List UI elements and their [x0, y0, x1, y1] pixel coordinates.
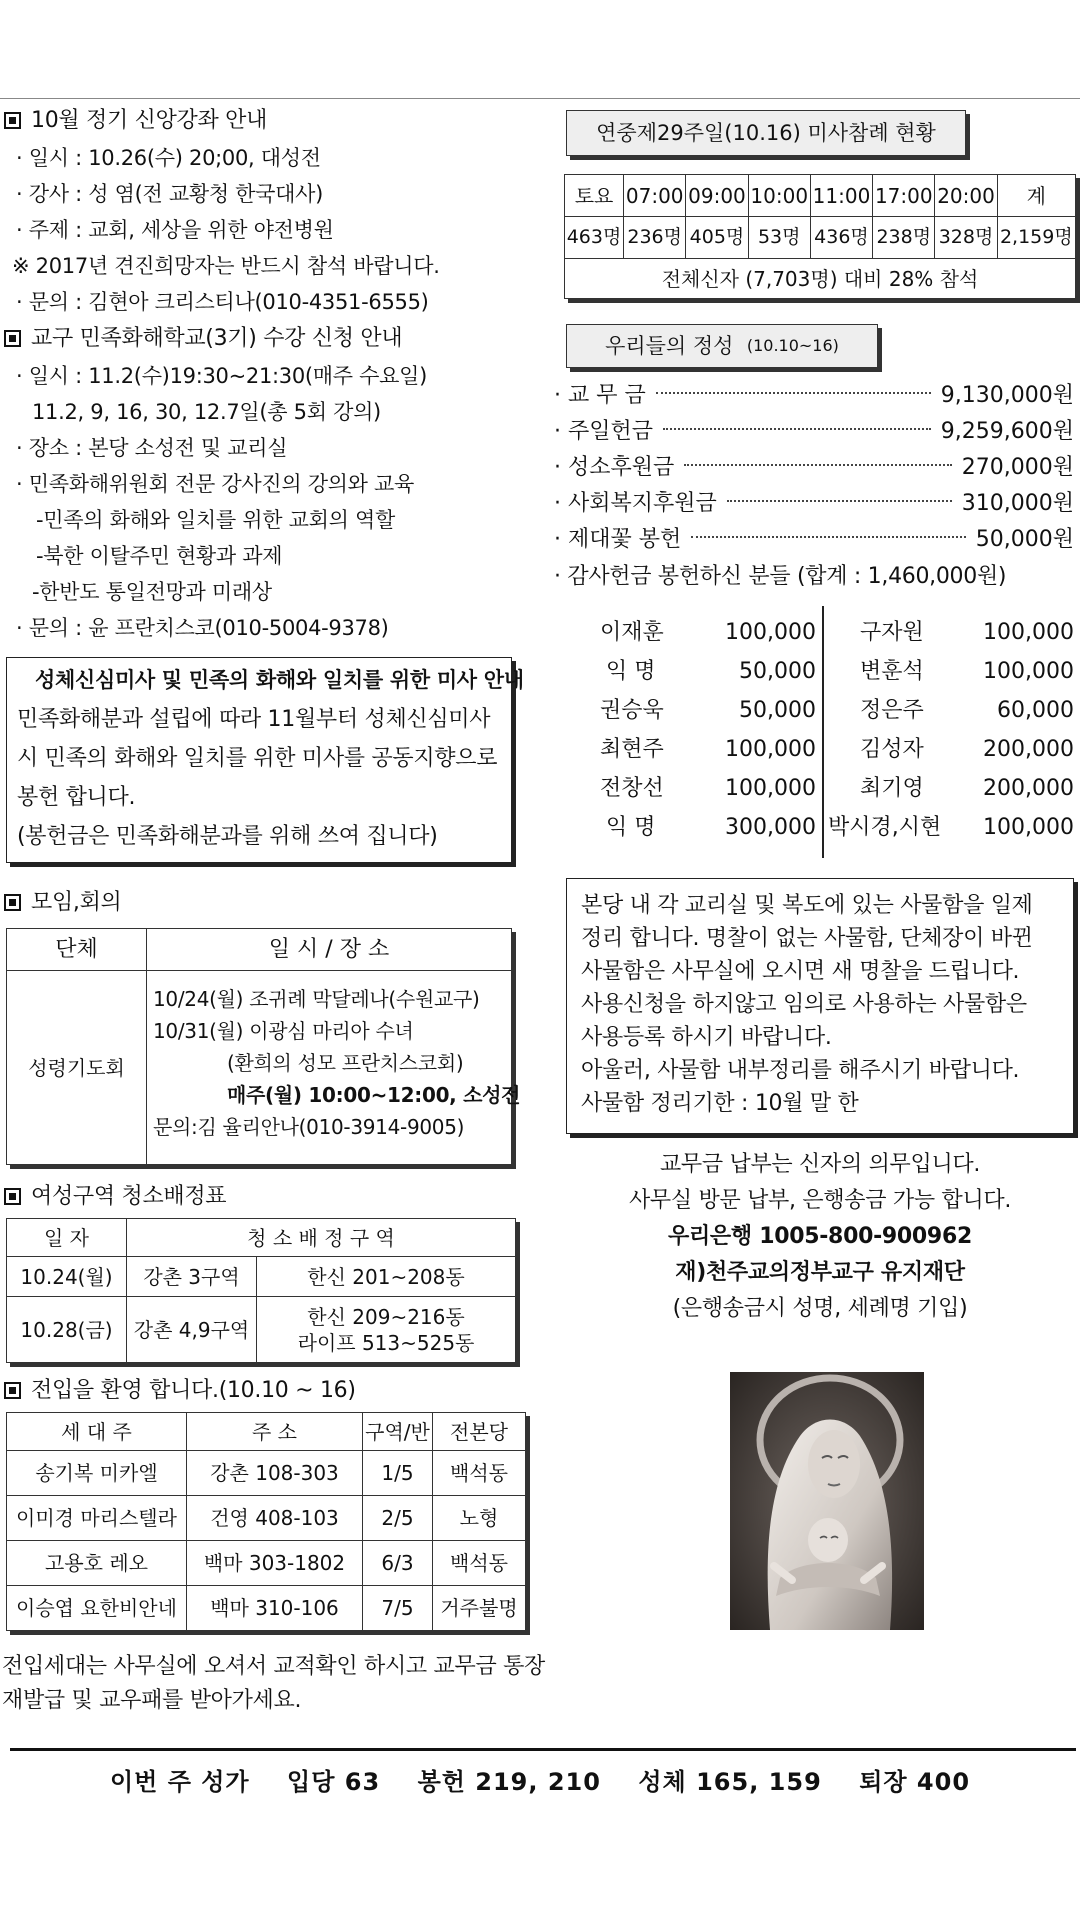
square-bullet-icon [4, 1188, 21, 1205]
attendance-header: 10:00 [748, 175, 810, 217]
cleaning-date: 10.24(월) [7, 1257, 127, 1297]
table-row: 송기복 미카엘 강촌 108-303 1/5 백석동 [7, 1451, 526, 1496]
school-line: 11.2, 9, 16, 30, 12.7일(총 5회 강의) [32, 400, 381, 424]
bank-owner: 재)천주교의정부교구 유지재단 [675, 1260, 965, 1285]
cleaning-detail: 한신 209~216동 라이프 513~525동 [257, 1297, 516, 1363]
mass-notice-title: 성체신심미사 및 민족의 화해와 일치를 위한 미사 안내 [35, 668, 524, 692]
donor-divider [822, 606, 824, 858]
meetings-header: 단체 [7, 929, 147, 971]
donor-amount: 100,000 [725, 620, 816, 645]
cleaning-date: 10.28(금) [7, 1297, 127, 1363]
newcomers-note: 전입세대는 사무실에 오셔서 교적확인 하시고 교무금 통장 [2, 1654, 546, 1679]
lecture-line: · 주제 : 교회, 세상을 위한 야전병원 [16, 218, 334, 242]
donor-name: 구자원 [860, 620, 924, 645]
donor-name: 익 명 [606, 659, 656, 684]
table-row [7, 1297, 516, 1363]
cleaning-header: 일 자 [7, 1219, 127, 1257]
attendance-value: 236명 [624, 217, 686, 259]
meeting-line: 문의:김 율리안나(010-3914-9005) [153, 1115, 465, 1139]
locker-line: 사물함 정리기한 : 10월 말 한 [581, 1091, 859, 1116]
meeting-line: (환희의 성모 프란치스코회) [227, 1051, 464, 1075]
attendance-value: 405명 [686, 217, 748, 259]
offering-row: · 성소후원금 270,000원 [554, 455, 1074, 480]
donor-name: 정은주 [860, 698, 924, 723]
mass-notice-line: 봉헌 합니다. [17, 785, 136, 810]
cleaning-area: 강촌 3구역 [127, 1257, 257, 1297]
donor-amount: 100,000 [983, 659, 1074, 684]
table-row [7, 1257, 516, 1297]
bottom-rule [10, 1748, 1076, 1751]
locker-line: 본당 내 각 교리실 및 복도에 있는 사물함을 일제 [581, 893, 1033, 918]
thanks-heading: · 감사헌금 봉헌하신 분들 (합계 : 1,460,000원) [554, 564, 1007, 589]
lecture-line: ※ 2017년 견진희망자는 반드시 참석 바랍니다. [12, 254, 440, 278]
attendance-value: 463명 [565, 217, 624, 259]
meeting-line: 10/24(월) 조귀례 막달레나(수원교구) [153, 987, 480, 1011]
mass-notice-line: 시 민족의 화해와 일치를 위한 미사를 공동지향으로 [17, 746, 498, 771]
donor-amount: 50,000 [739, 698, 816, 723]
donor-amount: 100,000 [983, 815, 1074, 840]
square-bullet-icon [4, 112, 21, 129]
attendance-header: 11:00 [810, 175, 872, 217]
school-line: -한반도 통일전망과 미래상 [32, 580, 272, 604]
attendance-summary: 전체신자 (7,703명) 대비 28% 참석 [565, 259, 1076, 299]
donor-name: 박시경,시현 [828, 815, 942, 840]
dues-line: 교무금 납부는 신자의 의무입니다. [659, 1152, 981, 1177]
cleaning-heading: 여성구역 청소배정표 [4, 1186, 226, 1208]
mass-notice-box [6, 657, 524, 863]
locker-line: 사용신청을 하지않고 임의로 사용하는 사물함은 [581, 992, 1027, 1017]
offerings-title: 우리들의 정성 (10.10~16) [566, 324, 878, 368]
attendance-header: 17:00 [873, 175, 935, 217]
lecture-line: · 문의 : 김현아 크리스티나(010-4351-6555) [16, 290, 429, 314]
mass-notice-line: 민족화해분과 설립에 따라 11월부터 성체신심미사 [17, 707, 491, 732]
meeting-line: 매주(월) 10:00~12:00, 소성전 [227, 1083, 521, 1107]
attendance-value: 238명 [873, 217, 935, 259]
donor-amount: 200,000 [983, 776, 1074, 801]
top-rule [0, 98, 1080, 99]
square-bullet-icon [4, 1382, 21, 1399]
meetings-group: 성령기도회 [7, 971, 147, 1165]
donor-name: 김성자 [860, 737, 924, 762]
hymn-numbers: 이번 주 성가 입당 63 봉헌 219, 210 성체 165, 159 퇴장 400 [109, 1768, 971, 1796]
offering-row: · 주일헌금 9,259,600원 [554, 419, 1074, 444]
offering-row: · 제대꽃 봉헌 50,000원 [554, 527, 1074, 552]
attendance-header: 20:00 [935, 175, 997, 217]
meeting-line: 10/31(월) 이광심 마리아 수녀 [153, 1019, 414, 1043]
donor-name: 전창선 [600, 776, 664, 801]
school-line: · 장소 : 본당 소성전 및 교리실 [16, 436, 288, 460]
square-bullet-icon [4, 330, 21, 347]
bank-account: 우리은행 1005-800-900962 [668, 1224, 972, 1249]
offering-row: · 사회복지후원금 310,000원 [554, 491, 1074, 516]
donor-amount: 60,000 [997, 698, 1074, 723]
donor-name: 최현주 [600, 737, 664, 762]
meetings-header: 일 시 / 장 소 [147, 929, 512, 971]
newcomers-header: 주 소 [187, 1413, 363, 1451]
bank-note: (은행송금시 성명, 세례명 기입) [672, 1296, 968, 1321]
school-line: · 문의 : 윤 프란치스코(010-5004-9378) [16, 616, 389, 640]
donor-amount: 50,000 [739, 659, 816, 684]
newcomers-table [6, 1412, 526, 1631]
table-row: 이승엽 요한비안네 백마 310-106 7/5 거주불명 [7, 1586, 526, 1631]
meetings-table [6, 928, 521, 1165]
school-line: -민족의 화해와 일치를 위한 교회의 역할 [36, 508, 395, 532]
table-row: 이미경 마리스텔라 건영 408-103 2/5 노형 [7, 1496, 526, 1541]
attendance-value: 53명 [748, 217, 810, 259]
square-bullet-icon [4, 894, 21, 911]
donor-name: 권승욱 [600, 698, 664, 723]
lecture-line: · 강사 : 성 염(전 교황청 한국대사) [16, 182, 324, 206]
dues-line: 사무실 방문 납부, 은행송금 가능 합니다. [628, 1188, 1012, 1213]
locker-line: 아울러, 사물함 내부정리를 해주시기 바랍니다. [581, 1058, 1020, 1083]
attendance-header: 계 [997, 175, 1075, 217]
table-row: 고용호 레오 백마 303-1802 6/3 백석동 [7, 1541, 526, 1586]
cleaning-header: 청 소 배 정 구 역 [127, 1219, 516, 1257]
donor-name: 최기영 [860, 776, 924, 801]
attendance-header: 09:00 [686, 175, 748, 217]
donor-amount: 100,000 [725, 737, 816, 762]
school-line: · 민족화해위원회 전문 강사진의 강의와 교육 [16, 472, 414, 496]
donor-amount: 100,000 [983, 620, 1074, 645]
newcomers-header: 전본당 [433, 1413, 526, 1451]
donor-name: 이재훈 [600, 620, 664, 645]
donor-name: 익 명 [606, 815, 656, 840]
donor-amount: 300,000 [725, 815, 816, 840]
newcomers-header: 세 대 주 [7, 1413, 187, 1451]
madonna-and-child-image [730, 1372, 924, 1630]
meetings-heading: 모임,회의 [4, 892, 122, 914]
newcomers-heading: 전입을 환영 합니다.(10.10 ~ 16) [4, 1380, 356, 1402]
lecture-line: · 일시 : 10.26(수) 20;00, 대성전 [16, 146, 321, 170]
school-line: · 일시 : 11.2(수)19:30~21:30(매주 수요일) [16, 364, 428, 388]
donor-name: 변훈석 [860, 659, 924, 684]
attendance-header: 07:00 [624, 175, 686, 217]
attendance-table [564, 174, 1076, 299]
attendance-value: 2,159명 [997, 217, 1075, 259]
locker-notice-box [566, 878, 1074, 1134]
attendance-title: 연중제29주일(10.16) 미사참례 현황 [566, 110, 966, 156]
newcomers-header: 구역/반 [363, 1413, 433, 1451]
school-heading: 교구 민족화해학교(3기) 수강 신청 안내 [4, 328, 402, 350]
locker-line: 사용등록 하시기 바랍니다. [581, 1025, 832, 1050]
school-line: -북한 이탈주민 현황과 과제 [36, 544, 283, 568]
meetings-details [147, 971, 521, 1165]
mass-notice-line: (봉헌금은 민족화해분과를 위해 쓰여 집니다) [17, 824, 438, 849]
locker-line: 사물함은 사무실에 오시면 새 명찰을 드립니다. [581, 959, 1020, 984]
newcomers-note: 재발급 및 교우패를 받아가세요. [2, 1688, 302, 1713]
lecture-heading: 10월 정기 신앙강좌 안내 [4, 110, 267, 132]
attendance-header: 토요 [565, 175, 624, 217]
cleaning-table [6, 1218, 516, 1363]
cleaning-area: 강촌 4,9구역 [127, 1297, 257, 1363]
attendance-value: 436명 [810, 217, 872, 259]
attendance-value: 328명 [935, 217, 997, 259]
offering-row: · 교 무 금 9,130,000원 [554, 383, 1074, 408]
cleaning-detail: 한신 201~208동 [257, 1257, 516, 1297]
donor-amount: 200,000 [983, 737, 1074, 762]
donor-amount: 100,000 [725, 776, 816, 801]
locker-line: 정리 합니다. 명찰이 없는 사물함, 단체장이 바뀐 [581, 926, 1033, 951]
